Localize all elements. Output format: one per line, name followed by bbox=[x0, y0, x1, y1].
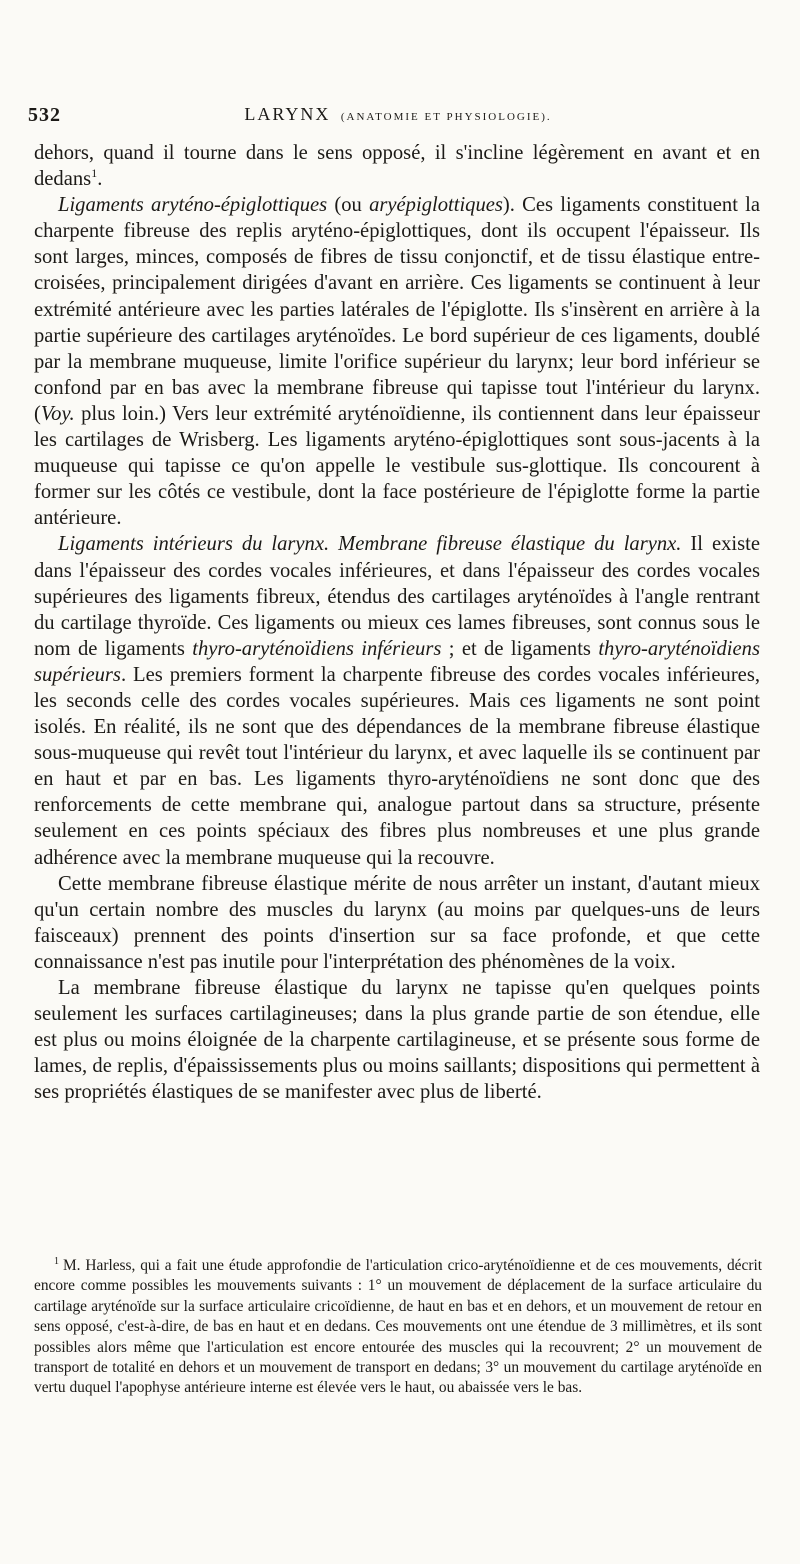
footnote-reference: 1 bbox=[91, 166, 98, 181]
main-text bbox=[34, 140, 760, 1105]
running-subtitle: (ANATOMIE ET PHYSIOLOGIE). bbox=[340, 111, 552, 123]
section-heading: Ligaments intérieurs du larynx. Membrane fibreuse élastique du larynx. bbox=[58, 533, 682, 556]
page-header bbox=[28, 104, 768, 134]
footnote-paragraph bbox=[34, 1256, 762, 1399]
running-head bbox=[28, 104, 768, 125]
paragraph-continuation: dehors, quand il tourne dans le sens opposé, il s'incline légèrement en avant et en dedans$^1$. bbox=[34, 142, 760, 191]
page-number: 532 bbox=[28, 104, 61, 126]
footnote bbox=[34, 1256, 762, 1399]
paragraph-interior-ligaments: Ligaments intérieurs du larynx. Membrane fibreuse élastique du larynx. Il existe dans l'épaisseur des cordes vocales inférieures, et dans l'épaisseur des cordes vocales supérieures des ligaments fibreux, étendus des cartilages aryténoïdes à l'angle rentrant du cartilage thyroïde. Ces ligaments ou mieux ces lames fibreuses, sont connus sous le nom de ligaments thyro-aryténoïdiens inférieurs ; et de ligaments thyro-aryténoïdiens supérieurs. Les premiers forment la charpente fibreuse des cordes vocales inférieures, les seconds celle des cordes vocales supérieures. Mais ces ligaments ne sont point isolés. En réalité, ils ne sont que des dépendances de la membrane fibreuse élastique sous-muqueuse qui revêt tout l'intérieur du larynx, et avec laquelle ils se continuent par en haut et par en bas. Les ligaments thyro-aryténoïdiens ne sont donc que des renforcements de cette membrane qui, analogue partout dans sa structure, présente seulement en ces points spéciaux des fibres plus nombreuses et une plus grande adhérence avec la membrane muqueuse qui la recouvre. bbox=[34, 533, 760, 869]
paragraph-membrane-intro: Cette membrane fibreuse élastique mérite de nous arrêter un instant, d'autant mieux qu'un certain nombre des muscles du larynx (au moins par quelques-uns de leurs faisceaux) prennent des points d'insertion sur sa face profonde, et que cette connaissance n'est pas inutile pour l'interprétation des phénomènes de la voix. bbox=[34, 872, 760, 973]
running-title: LARYNX bbox=[244, 104, 331, 124]
paragraph-membrane-description: La membrane fibreuse élastique du larynx ne tapisse qu'en quelques points seulement les surfaces cartilagineuses; dans la plus grande partie de son étendue, elle est plus ou moins éloignée de la charpente cartilagineuse, et se présente sous forme de lames, de replis, d'épaississements plus ou moins saillants; dispositions qui permettent à ses propriétés élastiques de se manifester avec plus de liberté. bbox=[34, 977, 760, 1104]
paragraph-aryteno-epiglottic-ligaments: Ligaments aryténo-épiglottiques (ou aryépiglottiques). Ces ligaments constituent la charpente fibreuse des replis aryténo-épiglottiques, dont ils occupent l'épaisseur. Ils sont larges, minces, composés de fibres de tissu conjonctif, et de tissu élastique entre-croisées, principalement dirigées d'avant en arrière. Ces ligaments se continuent à leur extrémité antérieure avec les parties latérales de l'épiglotte. Ils s'insèrent en arrière à la partie supérieure des cartilages aryténoïdes. Le bord supérieur de ces ligaments, doublé par la membrane muqueuse, limite l'orifice supérieur du larynx; leur bord inférieur se confond par en bas avec la membrane fibreuse qui tapisse tout l'intérieur du larynx. (Voy. plus loin.) Vers leur extrémité aryténoïdienne, ils contiennent dans leur épaisseur les cartilages de Wrisberg. Les ligaments aryténo-épiglottiques sont sous-jacents à la muqueuse qui tapisse ce qu'on appelle le vestibule sus-glottique. Ils concourent à former sur les côtés ce vestibule, dont la face postérieure de l'épiglotte forme la partie antérieure. bbox=[34, 194, 761, 530]
section-heading: Ligaments aryténo-épiglottiques bbox=[58, 194, 328, 217]
footnote-marker: 1 bbox=[54, 1255, 59, 1267]
footnote-text: M. Harless, qui a fait une étude approfondie de l'articulation crico-aryténoïdienne et de ces mouvements, décrit encore comme possibles les mouvements suivants : 1° un mouvement de déplacement de la surface articulaire du cartilage aryténoïde sur la surface articulaire cricoïdienne, de haut en bas et en dehors, et un mouvement de retour en sens opposé, c'est-à-dire, de bas en haut et en dedans. Ces mouvements ont une étendue de 3 millimètres, et ils sont possibles alors même que l'articulation est encore entourée des muscles qui la recouvrent; 2° un mouvement de transport de totalité en dehors et un mouvement de transport en dedans; 3° un mouvement du cartilage aryténoïde en vertu duquel l'apophyse antérieure interne est élevée vers le haut, ou abaissée vers le bas. bbox=[34, 1257, 762, 1397]
